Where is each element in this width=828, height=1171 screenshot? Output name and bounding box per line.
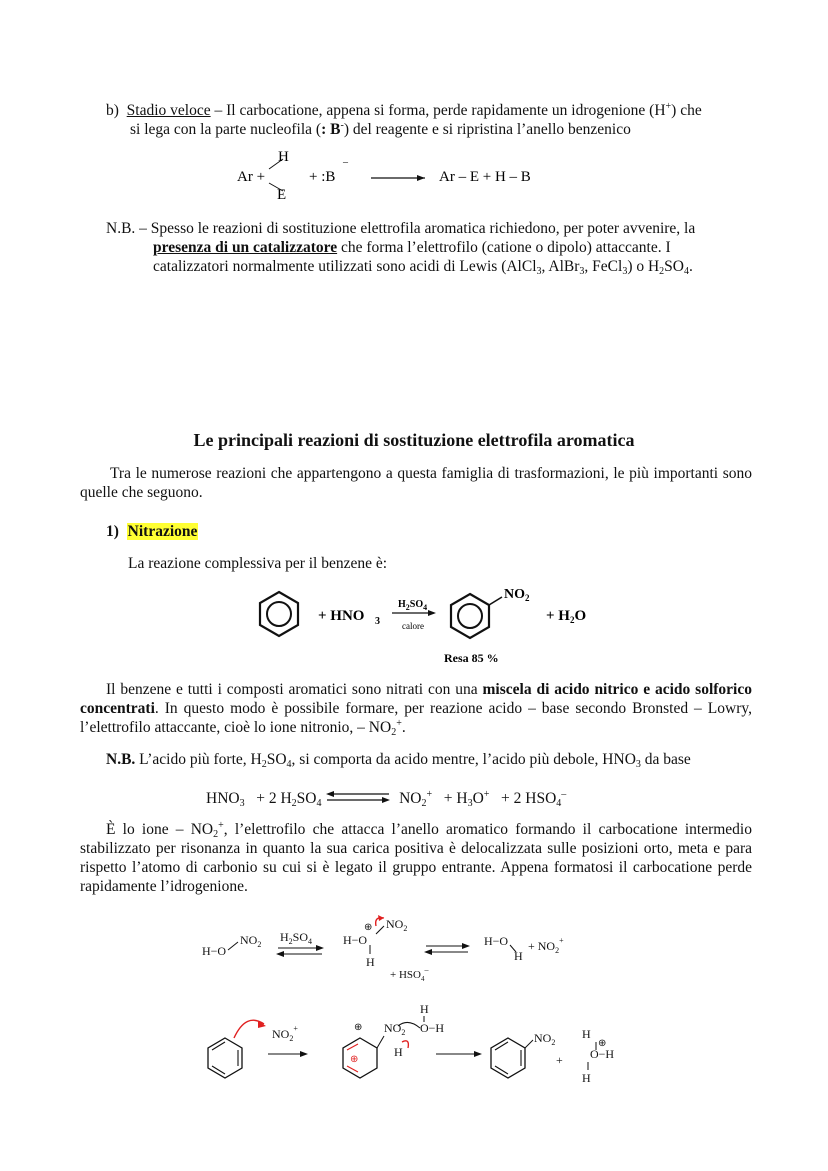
svg-text:NO2+: $NO_2^+$ [272, 1024, 298, 1043]
svg-text:+: + [556, 1053, 563, 1067]
nitrobenzene-ring [451, 594, 502, 638]
mechanism-step-1 [198, 912, 598, 988]
reaction-b-scheme [225, 142, 565, 208]
svg-text:+ H2O: + $H_2O$ [546, 608, 587, 625]
svg-text:NO2: $NO_2$ [384, 1021, 406, 1037]
benzene-ring-mechanism [208, 1038, 242, 1078]
svg-text:NO2: $NO_2$ [504, 587, 530, 603]
nitration-title: Nitrazione [127, 523, 198, 540]
stage-b-line2: si lega con la parte nucleofila (: B-) del reagente e si ripristina l’anello benzenico [130, 120, 631, 138]
svg-text:H: H [420, 1002, 429, 1016]
svg-text:⊕: ⊕ [598, 1038, 607, 1049]
svg-text:H−O: H−O [484, 934, 509, 948]
svg-text:H: H [394, 1045, 403, 1059]
svg-text:O−H: O−H [590, 1047, 615, 1061]
svg-text:H: H [582, 1071, 591, 1085]
section-heading: Le principali reazioni di sostituzione elettrofila aromatica [193, 430, 635, 450]
svg-text:NO2: $NO_2$ [240, 933, 262, 949]
svg-text:+ HNO: + HNO [318, 608, 365, 624]
nitration-heading: 1) Nitrazione [106, 523, 198, 540]
nitronium-equilibrium: $HNO_3$ + 2 $H_2SO_4$ $NO_2^+$ + $H_3O^+$ + 2 $HSO_4^-$ [206, 789, 567, 809]
nitrobenzene-ring-mechanism [491, 1038, 533, 1078]
svg-text:H: H [582, 1027, 591, 1041]
svg-text:+ HSO4–: + $HSO_4^-$ [390, 965, 429, 983]
nitration-paragraph: Il benzene e tutti i composti aromatici sono nitrati con una miscela di acido nitrico e acido solforico concentrati. In questo modo è possibile formare, per reazione acido – base secondo Bronsted – Lowry, l’elettrofilo attaccante, cioè lo ione nitronio, – $NO_2^+$. [80, 681, 752, 738]
svg-text:H−O: H−O [343, 933, 368, 947]
section-intro: Tra le numerose reazioni che appartengono a questa famiglia di trasformazioni, le più importanti sono quelle che seguono. [80, 465, 752, 501]
catalyst-emphasis: presenza di un catalizzatore [153, 239, 338, 256]
reaction-b-h: H [278, 149, 289, 165]
svg-text:+ NO2+: + $NO_2^+$ [528, 936, 564, 955]
nb-catalyst-line1: N.B. – Spesso le reazioni di sostituzione elettrofila aromatica richiedono, per poter avvenire, la [106, 220, 696, 237]
reaction-b-base-bar: – [343, 157, 348, 168]
reaction-b-e: E [277, 187, 287, 203]
reaction-b-base: + :B [309, 169, 336, 185]
svg-text:H−O: H−O [202, 944, 227, 958]
svg-text:H2SO4: $H_2SO_4$ [280, 930, 313, 946]
svg-text:3: 3 [375, 616, 380, 627]
svg-text:H: H [514, 949, 523, 963]
svg-text:H2SO4: $H_2SO_4$ [398, 599, 428, 612]
svg-text:NO2: $NO_2$ [534, 1031, 556, 1047]
svg-text:⊕: ⊕ [354, 1022, 363, 1033]
equilibrium-arrows [325, 790, 391, 804]
sigma-complex-ring [343, 1038, 377, 1078]
nb-acid-base: N.B. L’acido più forte, $H_2SO_4$, si comporta da acido mentre, l’acido più debole, $HNO_3$ da base [106, 751, 691, 770]
nitration-overall-label: La reazione complessiva per il benzene è: [128, 555, 388, 572]
svg-text:⊕: ⊕ [350, 1054, 359, 1065]
svg-text:calore: calore [402, 621, 424, 631]
stage-b-title: Stadio veloce [126, 102, 211, 119]
nb-catalyst-line3: catalizzatori normalmente utilizzati sono acidi di Lewis (AlCl$_3$, AlBr$_3$, FeCl$_3$) o $H_2SO_4$. [153, 258, 693, 277]
yield-label: Resa 85 % [444, 651, 499, 665]
svg-text:NO2: $NO_2$ [386, 917, 408, 933]
mechanism-step-2 [198, 1000, 638, 1090]
benzene-ring-reactant [260, 592, 298, 636]
nitronium-paragraph: È lo ione – $NO_2^+$, l’elettrofilo che attacca l’anello aromatico formando il carbocatione intermedio stabilizzato per risonanza in quanto la sua carica positiva è delocalizzata sulle posizioni orto, meta e para rispetto l’atomo di carbonio su cui si è legato il gruppo entrante. Appena formatosi il carbocatione perde rapidamente l’idrogenione. [80, 820, 752, 895]
svg-text:⊕: ⊕ [364, 922, 373, 933]
reaction-b-ar: Ar + [237, 169, 266, 185]
svg-text:O−H: O−H [420, 1021, 445, 1035]
reaction-b-products: Ar – E + H – B [439, 169, 531, 185]
svg-text:H: H [366, 955, 375, 969]
nitration-overall-reaction [250, 582, 610, 674]
nb-catalyst-line2: presenza di un catalizzatore che forma l’elettrofilo (catione o dipolo) attaccante. I [153, 239, 671, 256]
stage-b-paragraph: b) Stadio veloce – Il carbocatione, appena si forma, perde rapidamente un idrogenione (H+) che [106, 101, 702, 119]
